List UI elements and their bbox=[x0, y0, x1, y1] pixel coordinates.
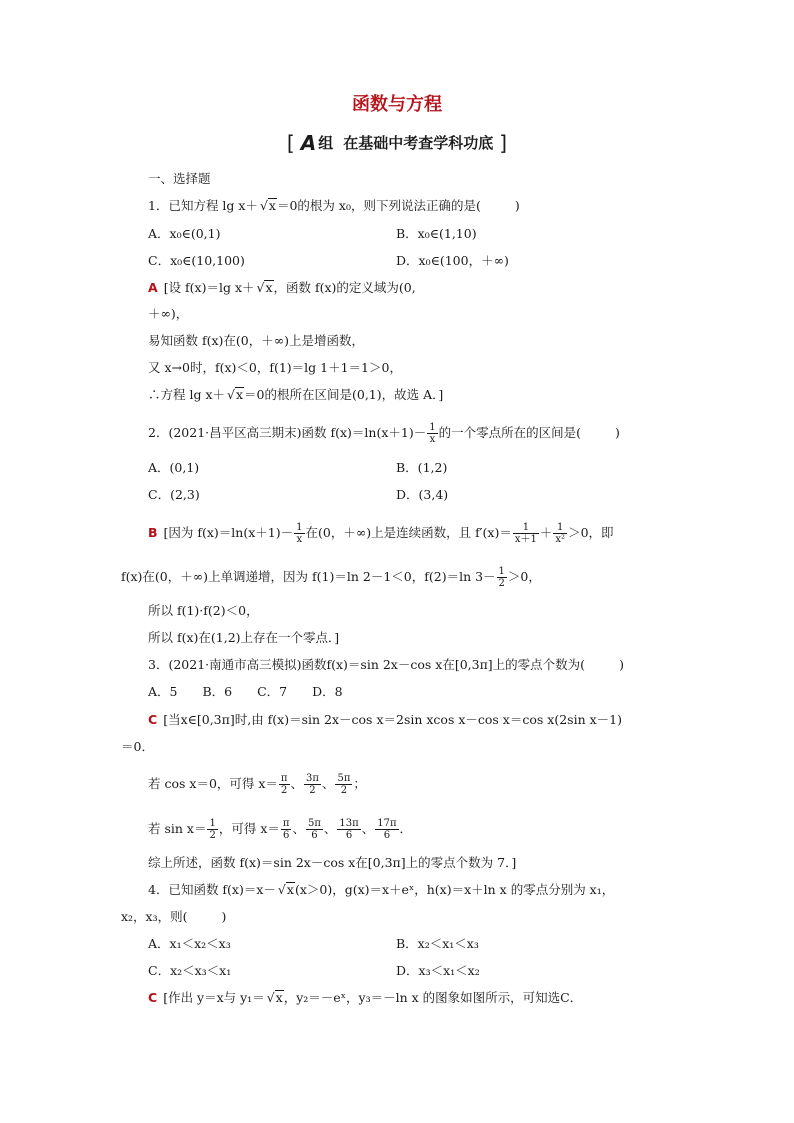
radical-sign: √ bbox=[277, 882, 286, 897]
fraction: $\frac{1}{x}$ bbox=[296, 522, 303, 545]
q4-stem-text: x₂，x₃，则( bbox=[121, 909, 188, 924]
fraction: $\frac{1}{x+1}$ bbox=[514, 522, 537, 545]
q3-solution-line: ＝0． bbox=[121, 739, 154, 754]
q3-answer: C bbox=[148, 712, 158, 727]
radical-sign: √ bbox=[266, 990, 275, 1005]
q2-solution-line bbox=[148, 522, 614, 545]
fraction: $\frac{1}{\text{x²}}$ bbox=[555, 522, 566, 545]
q3-stem bbox=[148, 657, 624, 673]
bracket-left: [ bbox=[286, 131, 295, 155]
q2-solution-text: ＞0， bbox=[507, 569, 541, 584]
group-text: 在基础中考查学科功底 bbox=[343, 134, 494, 152]
fraction: $\frac{1}{2}$ bbox=[209, 818, 216, 841]
q2-solution-text: f(x)在(0，＋∞)上单调递增，因为 f(1)＝ln 2－1＜0，f(2)＝ln 3－ bbox=[121, 569, 496, 584]
q3-solution-text: 若 sin x＝ bbox=[148, 821, 207, 836]
fraction: $\frac{\pi}{2}$ bbox=[280, 773, 288, 796]
q1-solution-line: ＋∞)， bbox=[148, 306, 189, 321]
q3-solution-text: [当x∈[0,3π]时,由 f(x)＝sin 2x－cos x＝2sin xcos x－cos x＝cos x(2sin x－1) bbox=[163, 712, 622, 727]
group-heading bbox=[0, 131, 794, 155]
q1-solution-text: [设 f(x)＝lg x＋ bbox=[163, 280, 255, 295]
fraction: $\frac{13\pi}{6}$ bbox=[339, 818, 359, 841]
q1-option-b: B．x₀∈(1,10) bbox=[396, 226, 477, 241]
q3-solution-line bbox=[148, 712, 622, 728]
q4-option-b: B．x₂＜x₁＜x₃ bbox=[396, 936, 479, 951]
sqrt-body: x bbox=[275, 990, 283, 1005]
q4-stem bbox=[148, 882, 614, 898]
q4-option-a: A．x₁＜x₂＜x₃ bbox=[148, 936, 231, 951]
section-heading: 一、选择题 bbox=[148, 171, 211, 186]
q3-solution-text: ，可得 x＝ bbox=[218, 821, 280, 836]
q2-solution-text: [因为 f(x)＝ln(x＋1)－ bbox=[163, 525, 294, 540]
q1-option-c: C．x₀∈(10,100) bbox=[148, 253, 245, 268]
q4-solution-text: ，y₂＝－eˣ，y₃＝－ln x 的图象如图所示，可知选C． bbox=[283, 990, 583, 1005]
q4-solution-line bbox=[148, 990, 582, 1006]
q2-stem-close: ) bbox=[614, 425, 620, 440]
q1-stem-text: ＝0的根为 x₀，则下列说法正确的是( bbox=[276, 198, 481, 213]
q1-solution-line bbox=[148, 280, 416, 296]
q3-solution-line: 若 sin x＝ $\frac{1}{2}$ ，可得 x＝ $\frac{\pi}{6}$ 、 $\frac{5\pi}{6}$ 、 $\frac{13\pi}{6}$ 、 $\frac{17\pi}{6}$ ． bbox=[148, 818, 413, 841]
q1-stem-close: ) bbox=[514, 198, 520, 213]
q4-stem-text: (x＞0)，g(x)＝x＋eˣ，h(x)＝x＋ln x 的零点分别为 x₁， bbox=[294, 882, 615, 897]
q4-option-d: D．x₃＜x₁＜x₂ bbox=[396, 963, 480, 978]
q4-option-c: C．x₂＜x₃＜x₁ bbox=[148, 963, 232, 978]
q2-solution-text: 在(0，＋∞)上是连续函数，且 f′(x)＝ bbox=[305, 525, 512, 540]
q3-solution-line: 综上所述，函数 f(x)＝sin 2x－cos x在[0,3π]上的零点个数为 7．] bbox=[148, 855, 517, 870]
q3-solution-line: 若 cos x＝0，可得 x＝ $\frac{\pi}{2}$ 、 $\frac{3\pi}{2}$ 、 $\frac{5\pi}{2}$ ； bbox=[148, 773, 366, 796]
q2-stem-text: 的一个零点所在的区间是( bbox=[438, 425, 581, 440]
q4-stem bbox=[121, 909, 226, 925]
group-label: 组 bbox=[318, 134, 334, 152]
q2-solution-line: 所以 f(x)在(1,2)上存在一个零点．] bbox=[148, 630, 340, 645]
q1-option-a: A．x₀∈(0,1) bbox=[148, 226, 221, 241]
fraction: $\frac{5\pi}{2}$ bbox=[337, 773, 351, 796]
q1-solution-text: ＝0的根所在区间是(0,1)，故选 A．] bbox=[244, 387, 444, 402]
sqrt-body: x bbox=[235, 387, 244, 402]
q3-stem-text: 3．(2021·南通市高三模拟)函数f(x)＝sin 2x－cos x在[0,3π]上的零点个数为( bbox=[148, 657, 586, 672]
q2-solution-line bbox=[121, 566, 541, 589]
q2-option-a: A．(0,1) bbox=[148, 460, 200, 475]
fraction: $\frac{1}{x}$ bbox=[429, 422, 436, 445]
q2-stem bbox=[148, 422, 620, 445]
sqrt-body: x bbox=[286, 882, 294, 897]
radical-sign: √ bbox=[259, 198, 268, 213]
sqrt-body: x bbox=[268, 198, 276, 213]
q2-stem-text: 2．(2021·昌平区高三期末)函数 f(x)＝ln(x＋1)－ bbox=[148, 425, 427, 440]
q1-option-d: D．x₀∈(100，＋∞) bbox=[396, 253, 509, 268]
page-title: 函数与方程 bbox=[352, 94, 442, 115]
plus-sign: ＋ bbox=[539, 525, 553, 540]
sqrt-body: x bbox=[265, 280, 273, 295]
radical-sign: √ bbox=[227, 387, 235, 402]
group-letter: A bbox=[300, 131, 317, 155]
q3-solution-text: 若 cos x＝0，可得 x＝ bbox=[148, 776, 278, 791]
fraction: $\frac{17\pi}{6}$ bbox=[377, 818, 397, 841]
q2-option-c: C．(2,3) bbox=[148, 487, 200, 502]
fraction: $\frac{3\pi}{2}$ bbox=[306, 773, 319, 796]
q1-stem-text: 1．已知方程 lg x＋ bbox=[148, 198, 258, 213]
fraction: $\frac{\pi}{6}$ bbox=[282, 818, 290, 841]
q1-solution-text: ，函数 f(x)的定义域为(0, bbox=[273, 280, 416, 295]
radical-sign: √ bbox=[256, 280, 265, 295]
bracket-right: ] bbox=[499, 131, 508, 155]
fraction: $\frac{5\pi}{6}$ bbox=[307, 818, 321, 841]
q1-answer: A bbox=[148, 280, 158, 295]
q4-solution-text: [作出 y＝x与 y₁＝ bbox=[163, 990, 265, 1005]
q3-stem-close: ) bbox=[619, 657, 624, 672]
q1-solution-line bbox=[148, 387, 443, 403]
q4-answer: C bbox=[148, 990, 158, 1005]
q2-option-b: B．(1,2) bbox=[396, 460, 448, 475]
q2-option-d: D．(3,4) bbox=[396, 487, 449, 502]
q1-solution-line: 又 x→0时，f(x)＜0，f(1)＝lg 1＋1＝1＞0， bbox=[148, 360, 402, 375]
q1-solution-line: 易知函数 f(x)在(0，＋∞)上是增函数， bbox=[148, 333, 365, 348]
q2-answer: B bbox=[148, 525, 158, 540]
q4-stem-close: ) bbox=[221, 909, 227, 924]
q1-solution-text: ∴方程 lg x＋ bbox=[148, 387, 225, 402]
fraction: $\frac{1}{2}$ bbox=[498, 566, 505, 589]
q2-solution-line: 所以 f(1)·f(2)＜0， bbox=[148, 603, 259, 618]
q4-stem-text: 4．已知函数 f(x)＝x－ bbox=[148, 882, 276, 897]
q1-stem bbox=[148, 198, 520, 214]
q2-solution-text: ＞0，即 bbox=[568, 525, 614, 540]
q3-options: A．5 B．6 C．7 D．8 bbox=[148, 684, 343, 699]
